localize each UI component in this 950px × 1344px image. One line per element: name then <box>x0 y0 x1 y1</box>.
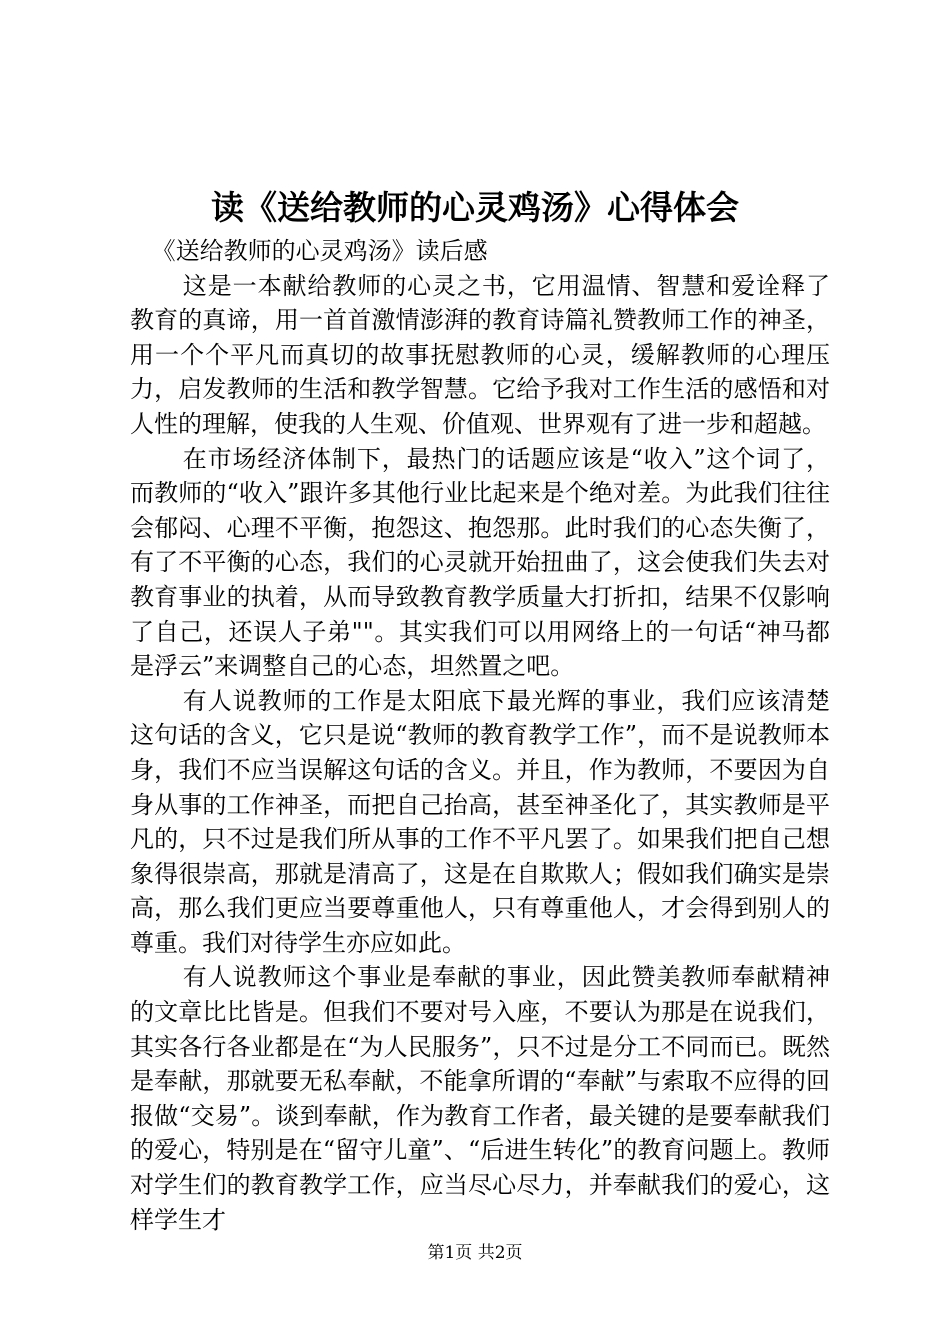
document-subtitle: 《送给教师的心灵鸡汤》读后感 <box>151 237 488 265</box>
document-title: 读《送给教师的心灵鸡汤》心得体会 <box>211 188 739 227</box>
paragraph-1: 这是一本献给教师的心灵之书，它用温情、智慧和爱诠释了教育的真谛，用一首首激情澎湃的教育诗篇礼赞教师工作的神圣，用一个个平凡而真切的故事抚慰教师的心灵，缓解教师的心理压力，启发教师的生活和教学智慧。它给予我对工作生活的感悟和对人性的理解，使我的人生观、价值观、世界观有了进一步和超越。 <box>130 271 830 438</box>
document-body <box>130 234 830 1237</box>
paragraph-2: 在市场经济体制下，最热门的话题应该是“收入”这个词了，而教师的“收入”跟许多其他行业比起来是个绝对差。为此我们往往会郁闷、心理不平衡，抱怨这、抱怨那。此时我们的心态失衡了，有了不平衡的心态，我们的心灵就开始扭曲了，这会使我们失去对教育事业的执着，从而导致教育教学质量大打折扣，结果不仅影响了自己，还误人子弟""。其实我们可以用网络上的一句话“神马都是浮云”来调整自己的心态，坦然置之吧。 <box>130 444 830 681</box>
paragraph-3: 有人说教师的工作是太阳底下最光辉的事业，我们应该清楚这句话的含义，它只是说“教师的教育教学工作”，而不是说教师本身，我们不应当误解这句话的含义。并且，作为教师，不要因为自身从事的工作神圣，而把自己抬高，甚至神圣化了，其实教师是平凡的，只不过是我们所从事的工作不平凡罢了。如果我们把自己想象得很崇高，那就是清高了，这是在自欺欺人；假如我们确实是崇高，那么我们更应当要尊重他人，只有尊重他人，才会得到别人的尊重。我们对待学生亦应如此。 <box>130 686 830 957</box>
paragraph-4: 有人说教师这个事业是奉献的事业，因此赞美教师奉献精神的文章比比皆是。但我们不要对号入座，不要认为那是在说我们，其实各行各业都是在“为人民服务”，只不过是分工不同而已。既然是奉献，那就要无私奉献，不能拿所谓的“奉献”与索取不应得的回报做“交易”。谈到奉献，作为教育工作者，最关键的是要奉献我们的爱心，特别是在“留守儿童”、“后进生转化”的教育问题上。教师对学生们的教育教学工作，应当尽心尽力，并奉献我们的爱心，这样学生才 <box>130 963 830 1234</box>
page-number-footer: 第1页 共2页 <box>427 1243 523 1263</box>
